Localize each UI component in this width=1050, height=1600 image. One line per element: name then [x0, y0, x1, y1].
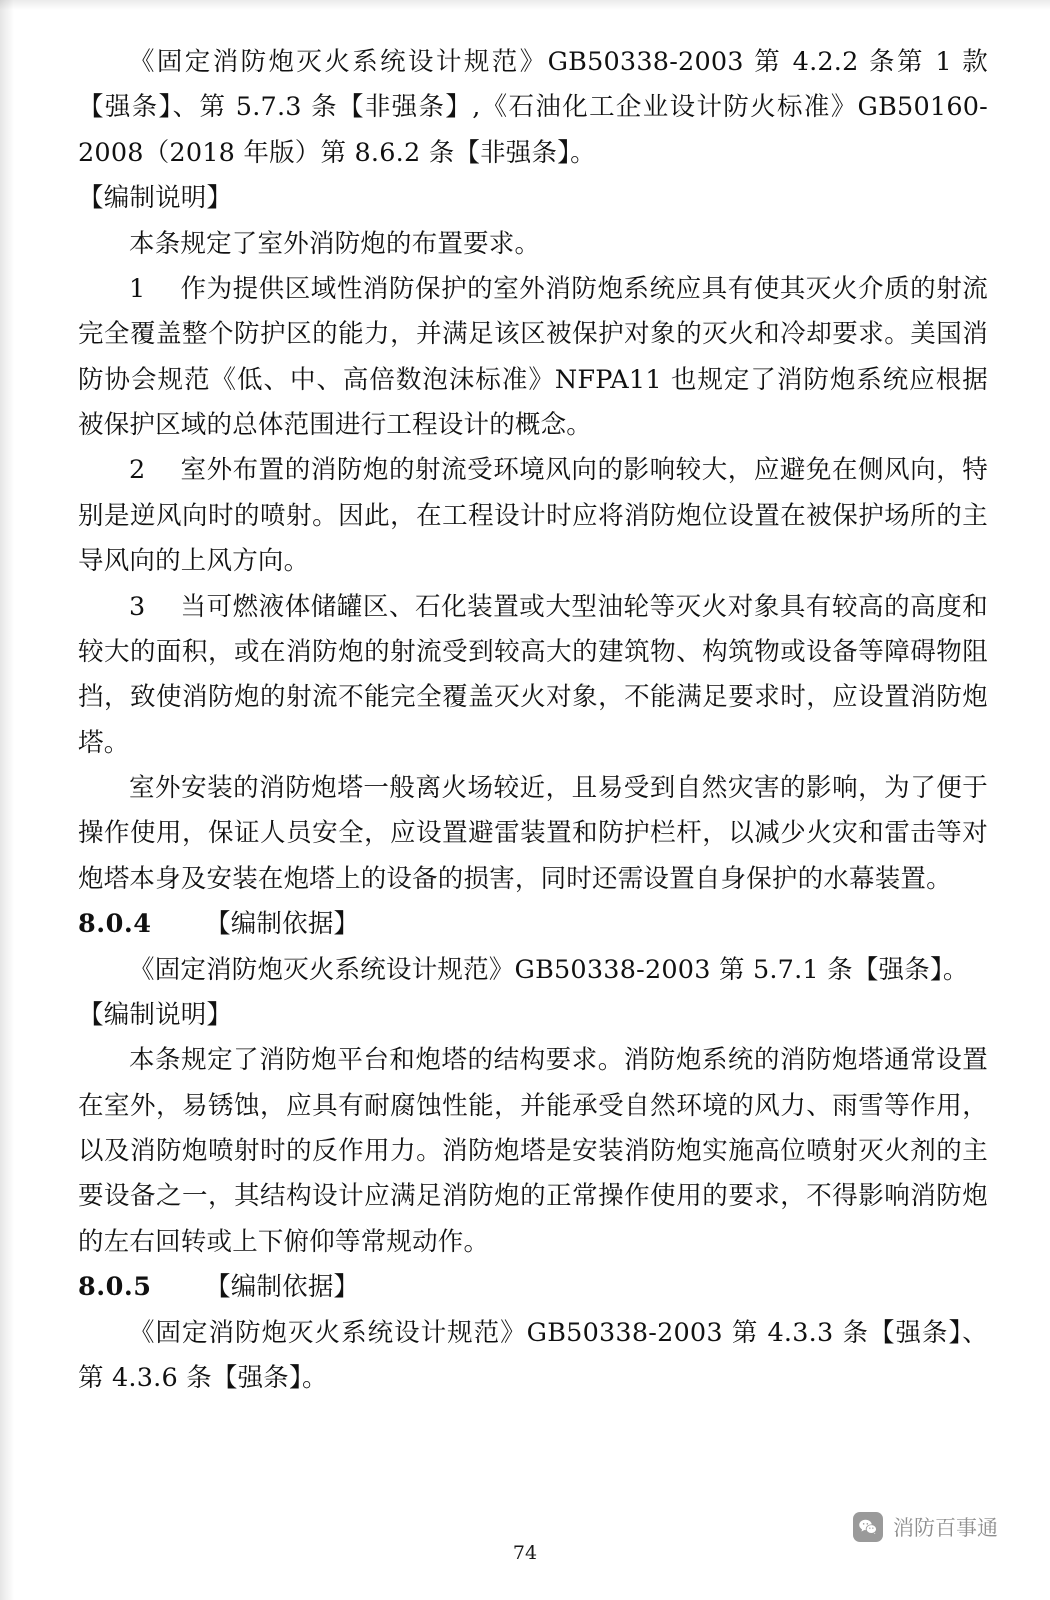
clause-number: 8.0.4 — [78, 909, 152, 940]
paragraph-reference-1: 《固定消防炮灭火系统设计规范》GB50338-2003 第 4.2.2 条第 1 款【强条】、第 5.7.3 条【非强条】,《石油化工企业设计防火标准》GB50160-2008（2018 年版）第 8.6.2 条【非强条】。 — [78, 47, 988, 168]
paragraph-item-1: 1 作为提供区域性消防保护的室外消防炮系统应具有使其灭火介质的射流完全覆盖整个防护区的能力，并满足该区被保护对象的灭火和冷却要求。美国消防协会规范《低、中、高倍数泡沫标准》NFPA11 也规定了消防炮系统应根据被保护区域的总体范围进行工程设计的概念。 — [78, 273, 988, 440]
paragraph-item-3: 3 当可燃液体储罐区、石化装置或大型油轮等灭火对象具有较高的高度和较大的面积，或在消防炮的射流受到较高大的建筑物、构筑物或设备等障碍物阻挡，致使消防炮的射流不能完全覆盖灭火对象，不能满足要求时，应设置消防炮塔。 — [78, 591, 988, 758]
paragraph-reference-2: 《固定消防炮灭火系统设计规范》GB50338-2003 第 5.7.1 条【强条】。 — [129, 954, 969, 985]
paragraph-reference-3: 《固定消防炮灭火系统设计规范》GB50338-2003 第 4.3.3 条【强条】、第 4.3.6 条【强条】。 — [78, 1317, 988, 1393]
clause-number: 8.0.5 — [78, 1272, 152, 1303]
paragraph-intro-1: 本条规定了室外消防炮的布置要求。 — [129, 228, 541, 259]
document-body — [78, 40, 988, 1401]
clause-title: 【编制依据】 — [205, 1272, 360, 1303]
wechat-icon — [853, 1512, 883, 1542]
clause-heading-8-0-4 — [78, 902, 988, 947]
watermark — [853, 1512, 998, 1542]
paragraph-editing-note-label-1: 【编制说明】 — [78, 183, 233, 214]
clause-heading-8-0-5 — [78, 1265, 988, 1310]
paragraph-item-4: 室外安装的消防炮塔一般离火场较近，且易受到自然灾害的影响，为了便于操作使用，保证人员安全，应设置避雷装置和防护栏杆，以减少火灾和雷击等对炮塔本身及安装在炮塔上的设备的损害，同时还需设置自身保护的水幕装置。 — [78, 773, 988, 894]
page-number: 74 — [512, 1542, 538, 1564]
paragraph-item-2: 2 室外布置的消防炮的射流受环境风向的影响较大，应避免在侧风向，特别是逆风向时的喷射。因此，在工程设计时应将消防炮位设置在被保护场所的主导风向的上风方向。 — [78, 455, 988, 577]
paragraph-editing-note-label-2: 【编制说明】 — [78, 999, 233, 1030]
watermark-label: 消防百事通 — [893, 1516, 998, 1540]
clause-title: 【编制依据】 — [205, 909, 360, 940]
paragraph-explanation-2: 本条规定了消防炮平台和炮塔的结构要求。消防炮系统的消防炮塔通常设置在室外，易锈蚀，应具有耐腐蚀性能，并能承受自然环境的风力、雨雪等作用，以及消防炮喷射时的反作用力。消防炮塔是安装消防炮实施高位喷射灭火剂的主要设备之一，其结构设计应满足消防炮的正常操作使用的要求，不得影响消防炮的左右回转或上下俯仰等常规动作。 — [78, 1045, 988, 1257]
